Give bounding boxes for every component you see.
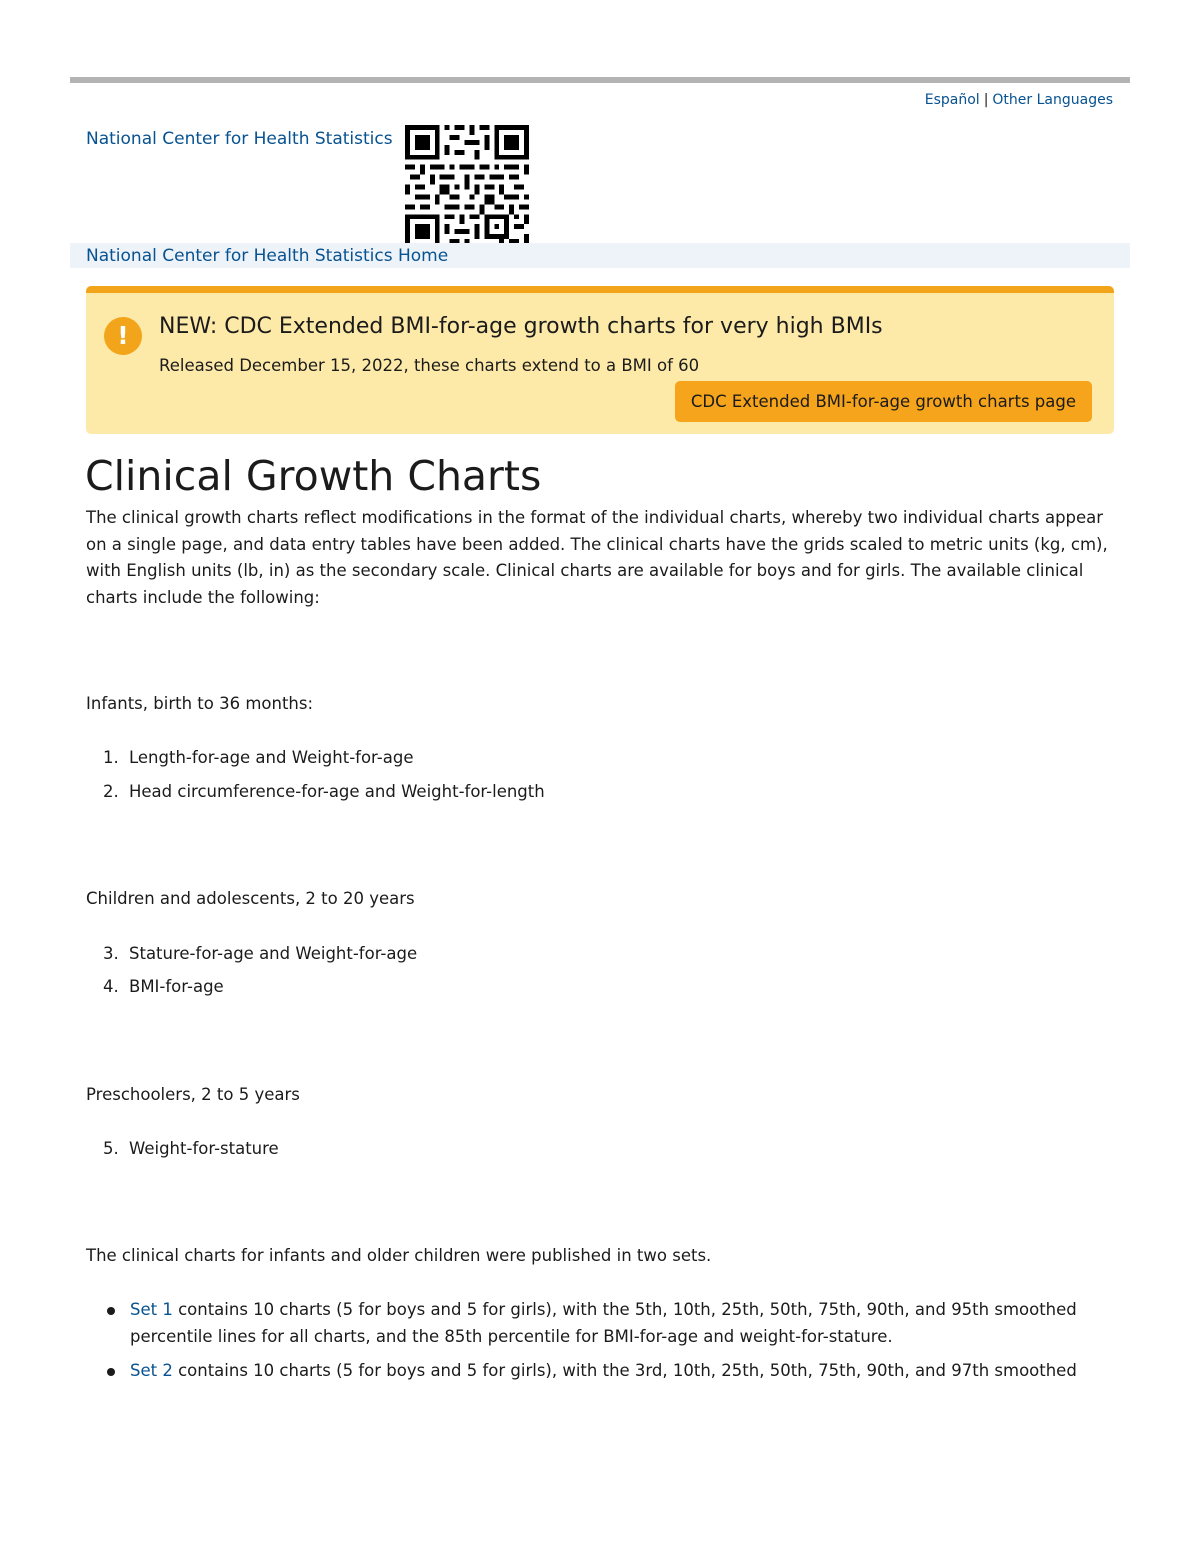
language-bar <box>925 92 1113 108</box>
bullet-dot <box>107 1307 115 1315</box>
qr-code-image <box>403 125 531 249</box>
list-item-number: 1. <box>103 748 119 767</box>
other-languages-link[interactable]: Other Languages <box>992 92 1113 108</box>
alert-title: NEW: CDC Extended BMI-for-age growth charts for very high BMIs <box>159 314 883 339</box>
language-separator: | <box>983 92 989 108</box>
espanol-link[interactable]: Español <box>924 92 980 108</box>
list-item-number: 5. <box>103 1139 119 1158</box>
list-item <box>103 944 417 963</box>
list-item-text: Length-for-age and Weight-for-age <box>129 748 414 767</box>
page-title: Clinical Growth Charts <box>85 452 542 500</box>
list-item <box>86 1297 1116 1350</box>
intro-paragraph: The clinical growth charts reflect modifications in the format of the individual charts, whereby two individual charts appear on a single page, and data entry tables have been added. The clinical charts have the grids scaled to metric units (kg, cm), with English units (lb, in) as the secondary scale. Clinical charts are available for boys and for girls. The available clinical charts include the following: <box>86 508 1108 607</box>
list-item-number: 4. <box>103 977 119 996</box>
exclamation-icon: ! <box>104 317 142 355</box>
top-divider <box>70 77 1130 83</box>
list-item-number: 2. <box>103 782 119 801</box>
list-item-number: 3. <box>103 944 119 963</box>
set-2-description: contains 10 charts (5 for boys and 5 for girls), with the 3rd, 10th, 25th, 50th, 75th, 90th, and 97th smoothed <box>172 1361 1077 1380</box>
list-item-text: Stature-for-age and Weight-for-age <box>129 944 418 963</box>
sets-intro: The clinical charts for infants and older children were published in two sets. <box>86 1246 712 1265</box>
section-label-children: Children and adolescents, 2 to 20 years <box>86 889 415 908</box>
nchs-home-link[interactable]: National Center for Health Statistics Home <box>86 246 449 266</box>
list-item-text: BMI-for-age <box>129 977 224 996</box>
set-1-link[interactable]: Set 1 <box>130 1300 173 1319</box>
list-item <box>86 1358 1116 1385</box>
site-title-link[interactable]: National Center for Health Statistics <box>86 129 393 149</box>
set-2-link[interactable]: Set 2 <box>130 1361 173 1380</box>
list-item-text: Head circumference-for-age and Weight-for-length <box>129 782 545 801</box>
list-item <box>103 977 224 996</box>
section-label-infants: Infants, birth to 36 months: <box>86 694 314 713</box>
list-item <box>103 748 413 767</box>
set-1-description: contains 10 charts (5 for boys and 5 for girls), with the 5th, 10th, 25th, 50th, 75th, 90th, and 95th smoothed percentile lines for all charts, and the 85th percentile for BMI-for-age and weight-for-stature. <box>130 1300 1077 1346</box>
section-label-preschoolers: Preschoolers, 2 to 5 years <box>86 1085 300 1104</box>
list-item-text: Weight-for-stature <box>129 1139 279 1158</box>
bullet-dot <box>107 1368 115 1376</box>
alert-banner <box>86 286 1114 434</box>
list-item <box>103 782 545 801</box>
sets-list <box>86 1297 1116 1385</box>
alert-subtitle: Released December 15, 2022, these charts extend to a BMI of 60 <box>159 356 700 375</box>
list-item <box>103 1139 279 1158</box>
extended-bmi-charts-button[interactable]: CDC Extended BMI-for-age growth charts page <box>675 381 1092 422</box>
